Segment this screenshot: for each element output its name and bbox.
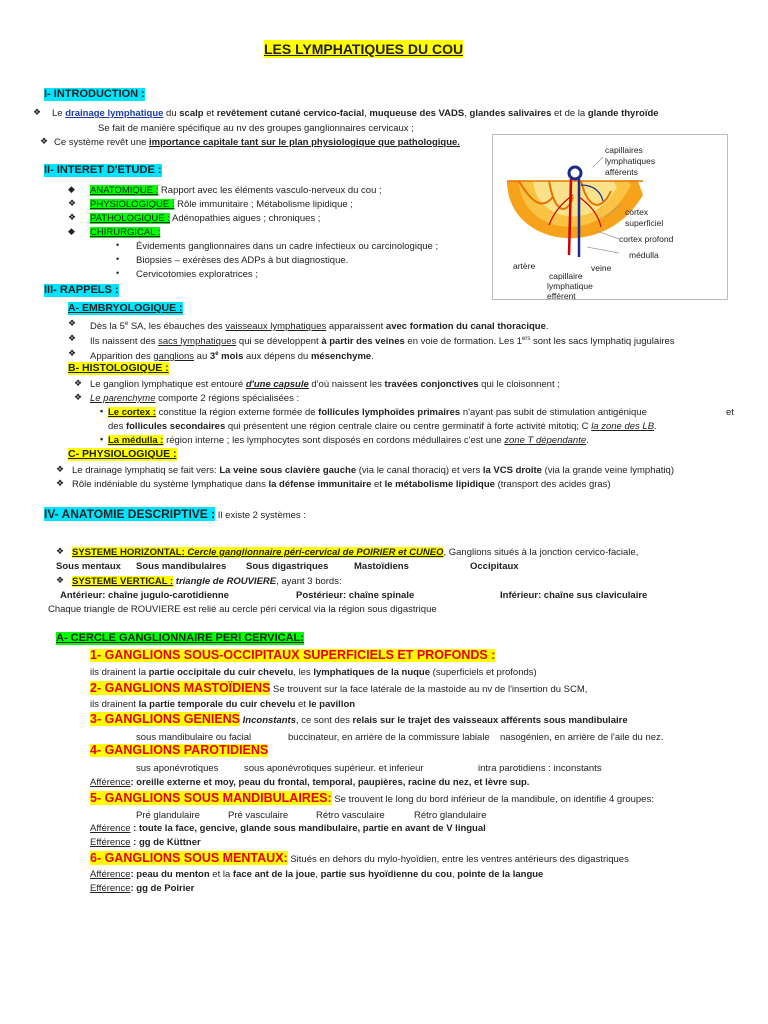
bullet-diamond-icon: ❖ <box>56 575 65 585</box>
rappels-embryologique-heading: A- EMBRYOLOGIQUE : <box>68 302 183 314</box>
horizontal-list-4: Occipitaux <box>470 561 519 572</box>
gg-sous-mandibulaires-sub-2: Pré vasculaire <box>228 810 289 821</box>
histo-cortex-line-2: des follicules secondaires qui présentent une région centrale claire ou centre germinatif à forte activité mitotiq; C la zone des LB. <box>108 421 657 432</box>
gg-geniens-sub-2: buccinateur, en arrière de la commissure labiale <box>288 732 490 743</box>
interet-sub-3: Cervicotomies exploratrices ; <box>136 269 258 280</box>
section-introduction-heading: I- INTRODUCTION : <box>44 88 145 100</box>
diagram-label-capillaire: capillaire <box>549 271 583 281</box>
diagram-label-lymphatique: lymphatique <box>547 281 593 291</box>
horizontal-list-1: Sous mandibulaires <box>136 561 227 572</box>
gg-sous-mentaux-afference: Afférence: peau du menton et la face ant de la joue, partie sus hyoïdienne du cou, pointe de la langue <box>90 869 544 880</box>
bullet-diamond-icon: ❖ <box>68 348 77 358</box>
gg-sous-occipitaux-text: ils drainent la partie occipitale du cuir chevelu, les lymphatiques de la nuque (superficiels et profonds) <box>90 667 537 678</box>
diagram-label-artere: artère <box>513 261 536 271</box>
bullet-diamond-icon: ❖ <box>68 212 77 222</box>
gg-parotidiens-sub-3: intra parotidiens : inconstants <box>478 763 602 774</box>
bullet-dot-icon: • <box>116 240 120 250</box>
interet-sub-2: Biopsies – exérèses des ADPs à but diagnostique. <box>136 255 349 266</box>
rappels-physiologique-heading: C- PHYSIOLOGIQUE : <box>68 448 177 460</box>
bullet-dot-icon: • <box>100 434 104 444</box>
gg-sous-occipitaux-title: 1- GANGLIONS SOUS-OCCIPITAUX SUPERFICIELS ET PROFONDS : <box>90 648 496 662</box>
bullet-dot-icon: • <box>116 254 120 264</box>
embryo-line-2: Ils naissent des sacs lymphatiques qui se développent à partir des veines en voie de formation. Les 1ers sont les sacs lymphatiq jugulaires <box>90 336 675 348</box>
systeme-vertical-line: SYSTEME VERTICAL : triangle de ROUVIERE, ayant 3 bords: <box>72 576 342 587</box>
gg-mastoidiens-line: 2- GANGLIONS MASTOÏDIENS Se trouvent sur la face latérale de la mastoide au nv de l'insertion du SCM, <box>90 681 588 695</box>
horizontal-list-3: Mastoïdiens <box>354 561 409 572</box>
diagram-label-medulla: médulla <box>629 250 659 260</box>
gg-parotidiens-sub-1: sus aponévrotiques <box>136 763 219 774</box>
bullet-diamond-icon: ❖ <box>68 198 77 208</box>
interet-item-anatomique: ANATOMIQUE : Rapport avec les éléments vasculo-nerveux du cou ; <box>90 185 382 196</box>
vertical-list-1: Postérieur: chaîne spinale <box>296 590 415 601</box>
gg-sous-mentaux-efference: Efférence: gg de Poirier <box>90 883 195 894</box>
section-interet-heading: II- INTERET D'ETUDE : <box>44 164 162 176</box>
bullet-diamond-icon: ❖ <box>74 392 83 402</box>
section-anatomie-heading: IV- ANATOMIE DESCRIPTIVE : Il existe 2 systèmes : <box>44 507 306 521</box>
horizontal-list-0: Sous mentaux <box>56 561 121 572</box>
interet-item-physiologique: PHYSIOLOGIQUE : Rôle immunitaire ; Métabolisme lipidique ; <box>90 199 353 210</box>
bullet-diamond-icon: ❖ <box>68 318 77 328</box>
physio-line-1: Le drainage lymphatiq se fait vers: La veine sous clavière gauche (via le canal thoraciq) et vers la VCS droite (via la grande veine lymphatiq) <box>72 465 674 476</box>
bullet-diamond-icon: ❖ <box>33 107 42 117</box>
gg-sous-mandibulaires-efference: Efférence : gg de Küttner <box>90 837 201 848</box>
lymph-node-diagram <box>492 134 728 300</box>
diagram-label-veine: veine <box>591 263 612 273</box>
bullet-diamond-icon: ❖ <box>74 378 83 388</box>
bullet-diamond-icon: ❖ <box>40 136 49 146</box>
histo-line-1: Le ganglion lymphatique est entouré d'une capsule d'où naissent les travées conjonctives qui le cloisonnent ; <box>90 379 560 390</box>
diagram-label-afferents: afférents <box>605 167 638 177</box>
histo-cortex-line-end: et <box>726 407 734 418</box>
gg-parotidiens-afference: Afférence: oreille externe et moy, peau du frontal, temporal, paupières, racine du nez, et lèvre sup. <box>90 777 530 788</box>
vertical-list-2: Inférieur: chaîne sus claviculaire <box>500 590 648 601</box>
gg-geniens-sub-1: sous mandibulaire ou facial <box>136 732 252 743</box>
interet-item-chirurgical: CHIRURGICAL : <box>90 227 161 238</box>
embryo-line-1: Dès la 5e SA, les ébauches des vaisseaux lymphatiques apparaissent avec formation du canal thoracique. <box>90 321 549 333</box>
histo-cortex-line: Le cortex : constitue la région externe formée de follicules lymphoïdes primaires n'ayant pas subit de stimulation antigénique <box>108 407 647 418</box>
page-title: LES LYMPHATIQUES DU COU <box>264 41 464 57</box>
gg-geniens-line: 3- GANGLIONS GENIENS Inconstants, ce sont des relais sur le trajet des vaisseaux afférents sous mandibulaire <box>90 712 628 726</box>
histo-medulla-line: La médulla : région interne ; les lymphocytes sont disposés en cordons médullaires c'est une zone T dépendante. <box>108 435 589 446</box>
intro-line-2: Se fait de manière spécifique au nv des groupes ganglionnaires cervicaux ; <box>98 123 414 134</box>
bullet-diamond-icon: ❖ <box>56 478 65 488</box>
cercle-heading: A- CERCLE GANGLIONNAIRE PERI CERVICAL: <box>56 632 304 644</box>
bullet-diamond-icon: ◆ <box>68 226 75 236</box>
systeme-horizontal-line: SYSTEME HORIZONTAL: Cercle ganglionnaire péri-cervical de POIRIER et CUNEO, Ganglions situés à la jonction cervico-faciale, <box>72 547 639 558</box>
physio-line-2: Rôle indéniable du système lymphatique dans la défense immunitaire et le métabolisme lipidique (transport des acides gras) <box>72 479 611 490</box>
gg-sous-mandibulaires-afference: Afférence : toute la face, gencive, glande sous mandibulaire, partie en avant de V lingual <box>90 823 486 834</box>
intro-line-3: Ce système revêt une importance capitale tant sur le plan physiologique que pathologique. <box>54 137 460 148</box>
gg-sous-mandibulaires-sub-1: Pré glandulaire <box>136 810 200 821</box>
gg-sous-mandibulaires-sub-3: Rétro vasculaire <box>316 810 385 821</box>
diagram-label-superficiel: superficiel <box>625 218 664 228</box>
embryo-line-3: Apparition des ganglions au 3e mois aux dépens du mésenchyme. <box>90 351 374 363</box>
rouviere-note: Chaque triangle de ROUVIERE est relié au cercle péri cervical via la région sous digastrique <box>48 604 437 615</box>
bullet-diamond-icon: ❖ <box>68 333 77 343</box>
bullet-dot-icon: • <box>116 268 120 278</box>
diagram-label-efferent: efférent <box>547 291 576 301</box>
horizontal-list-2: Sous digastriques <box>246 561 329 572</box>
diagram-label-cortex-profond: cortex profond <box>619 234 674 244</box>
rappels-histologique-heading: B- HISTOLOGIQUE : <box>68 362 169 374</box>
gg-sous-mandibulaires-line: 5- GANGLIONS SOUS MANDIBULAIRES: Se trouvent le long du bord inférieur de la mandibule, on identifie 4 groupes: <box>90 791 654 805</box>
section-rappels-heading: III- RAPPELS : <box>44 284 119 296</box>
bullet-diamond-icon: ❖ <box>56 546 65 556</box>
interet-item-pathologique: PATHOLOGIQUE : Adénopathies aigues ; chroniques ; <box>90 213 321 224</box>
histo-line-2: Le parenchyme comporte 2 régions spécialisées : <box>90 393 300 404</box>
bullet-diamond-icon: ◆ <box>68 184 75 194</box>
diagram-label-lymphatiques: lymphatiques <box>605 156 656 166</box>
intro-line-1: Le drainage lymphatique du scalp et revêtement cutané cervico-facial, muqueuse des VADS, glandes salivaires et de la glande thyroïde <box>52 108 659 119</box>
gg-sous-mandibulaires-sub-4: Rétro glandulaire <box>414 810 487 821</box>
gg-mastoidiens-text: ils drainent la partie temporale du cuir chevelu et le pavillon <box>90 699 356 710</box>
diagram-label-cortex: cortex <box>625 207 649 217</box>
diagram-label-capillaires: capillaires <box>605 145 643 155</box>
bullet-diamond-icon: ❖ <box>56 464 65 474</box>
gg-parotidiens-title: 4- GANGLIONS PAROTIDIENS <box>90 743 269 757</box>
vertical-list-0: Antérieur: chaîne jugulo-carotidienne <box>60 590 229 601</box>
bullet-dot-icon: • <box>100 406 104 416</box>
gg-sous-mentaux-line: 6- GANGLIONS SOUS MENTAUX: Situés en dehors du mylo-hyoïdien, entre les ventres antérieurs des digastriques <box>90 851 629 865</box>
gg-parotidiens-sub-2: sous aponévrotiques supérieur. et inferieur <box>244 763 424 774</box>
interet-sub-1: Évidements ganglionnaires dans un cadre infectieux ou carcinologique ; <box>136 241 439 252</box>
gg-geniens-sub-3: nasogénien, en arrière de l'aile du nez. <box>500 732 664 743</box>
